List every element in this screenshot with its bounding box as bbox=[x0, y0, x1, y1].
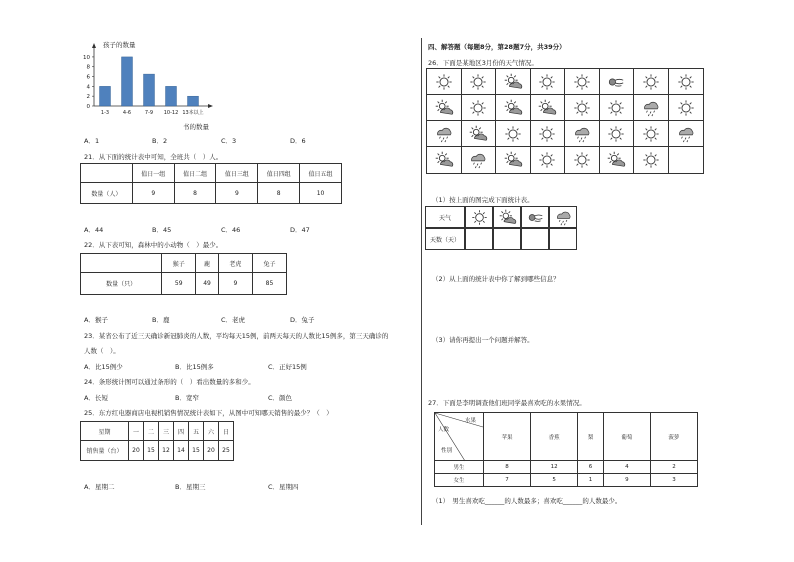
q27-cell: 5 bbox=[531, 474, 578, 487]
sunny-icon bbox=[469, 99, 487, 117]
rain-icon bbox=[435, 125, 453, 143]
weather-cell bbox=[634, 95, 669, 121]
q27-fruit-header: 梨 bbox=[578, 413, 604, 461]
q22-option-c[interactable]: C．老虎 bbox=[221, 316, 246, 324]
sunny-icon bbox=[538, 125, 556, 143]
q21-header: 值日五组 bbox=[300, 164, 342, 183]
cloudy-icon bbox=[607, 151, 625, 169]
q27-corner-top: 水果 bbox=[465, 418, 477, 424]
q27-cell: 8 bbox=[484, 461, 531, 474]
q21-header: 值日二组 bbox=[174, 164, 216, 183]
q22-cell: 9 bbox=[218, 273, 252, 295]
sunny-icon bbox=[677, 73, 695, 91]
q27-cell: 12 bbox=[531, 461, 578, 474]
q22-option-a[interactable]: A．猴子 bbox=[84, 316, 108, 324]
weather-table-cell bbox=[521, 206, 549, 228]
weather-cell bbox=[634, 121, 669, 147]
cloudy-icon bbox=[499, 209, 516, 226]
q23-option-c[interactable]: C．正好15例 bbox=[268, 363, 307, 371]
weather-cell bbox=[496, 95, 531, 121]
x-axis-arrow bbox=[208, 104, 213, 108]
sunny-icon bbox=[677, 99, 695, 117]
q25-cell: 15 bbox=[144, 441, 159, 461]
sunny-icon bbox=[538, 151, 556, 169]
q25-cell: 20 bbox=[204, 441, 219, 461]
chart-svg bbox=[80, 48, 220, 128]
rain-icon bbox=[555, 209, 572, 226]
q22-header bbox=[81, 254, 162, 273]
q25-header: 二 bbox=[144, 422, 159, 441]
q21-cell: 数量（人） bbox=[81, 183, 133, 204]
sunny-icon bbox=[471, 209, 488, 226]
weather-cell bbox=[531, 95, 566, 121]
windy-icon bbox=[607, 73, 625, 91]
q27-corner-cell bbox=[435, 413, 484, 461]
q25-stem: 25．东方红电器商店电视机销售情况统计表如下，从图中可知哪天销售的最少？（ ） bbox=[84, 409, 333, 417]
weather-cell bbox=[565, 95, 600, 121]
q21-header: 值日一组 bbox=[132, 164, 174, 183]
weather-cell bbox=[427, 69, 462, 95]
sunny-icon bbox=[469, 73, 487, 91]
weather-cell bbox=[427, 147, 462, 173]
q21-option-d[interactable]: D．47 bbox=[290, 226, 310, 234]
weather-cell bbox=[669, 147, 704, 173]
cloudy-icon bbox=[435, 99, 453, 117]
cloudy-icon bbox=[435, 151, 453, 169]
weather-cell bbox=[531, 147, 566, 173]
q20-option-d[interactable]: D．6 bbox=[290, 137, 306, 145]
q27-corner-mid: 人数 bbox=[438, 427, 450, 433]
y-tick-label: 8 bbox=[86, 64, 90, 71]
weather-table-cell[interactable] bbox=[549, 228, 577, 250]
q21-stem: 21．从下面的统计表中可知，全班共（ ）人。 bbox=[84, 153, 223, 161]
q27-fruit-header: 葡萄 bbox=[603, 413, 650, 461]
q23-stem-line1: 23．某省公布了近三天确诊新冠肺炎的人数，平均每天15例，前两天每天的人数比15例多，第三天确诊的 bbox=[84, 332, 389, 340]
q27-fruit-header: 苹果 bbox=[484, 413, 531, 461]
q27-corner-bottom: 性别 bbox=[441, 448, 453, 454]
chart-xlabel: 书的数量 bbox=[183, 123, 209, 131]
q25-option-b[interactable]: B．星期三 bbox=[175, 483, 206, 491]
q25-option-a[interactable]: A．星期二 bbox=[84, 483, 115, 491]
rain-icon bbox=[677, 125, 695, 143]
q21-option-b[interactable]: B．45 bbox=[152, 226, 172, 234]
sunny-icon bbox=[573, 99, 591, 117]
y-tick-label: 2 bbox=[86, 94, 90, 101]
q25-header: 一 bbox=[129, 422, 144, 441]
q27-stem: 27．下面是李明调查他们班同学最喜欢吃的水果情况。 bbox=[428, 399, 586, 407]
weather-cell bbox=[462, 95, 497, 121]
q24-option-a[interactable]: A．长短 bbox=[84, 394, 108, 402]
sunny-icon bbox=[642, 151, 660, 169]
x-tick-label: 1-3 bbox=[100, 110, 110, 116]
sunny-icon bbox=[642, 125, 660, 143]
weather-cell bbox=[669, 121, 704, 147]
y-tick-label: 0 bbox=[86, 104, 90, 110]
q27-cell: 6 bbox=[578, 461, 604, 474]
bar bbox=[122, 57, 133, 106]
q25-header: 四 bbox=[174, 422, 189, 441]
q26-sub1: （1）按上面的图完成下面统计表。 bbox=[432, 196, 534, 204]
q27-cell: 1 bbox=[578, 474, 604, 487]
q24-option-b[interactable]: B．宽窄 bbox=[175, 394, 199, 402]
q22-cell: 数量（只） bbox=[81, 273, 162, 295]
q21-table bbox=[80, 163, 342, 204]
weather-table-cell bbox=[465, 206, 493, 228]
weather-table-cell[interactable] bbox=[493, 228, 521, 250]
weather-table-cell[interactable] bbox=[521, 228, 549, 250]
weather-cell bbox=[669, 69, 704, 95]
q21-cell: 9 bbox=[132, 183, 174, 204]
q26-sub3: （3）请你再提出一个问题并解答。 bbox=[432, 336, 534, 344]
q22-header: 兔子 bbox=[252, 254, 286, 273]
weather-grid bbox=[426, 68, 704, 174]
q25-cell: 销售量（台） bbox=[81, 441, 129, 461]
weather-cell bbox=[634, 147, 669, 173]
q24-stem: 24．条形统计图可以通过条形的（ ）看出数量的多和少。 bbox=[84, 378, 255, 386]
weather-cell bbox=[634, 69, 669, 95]
q25-header: 日 bbox=[219, 422, 234, 441]
y-tick-label: 6 bbox=[86, 74, 90, 81]
q21-cell: 9 bbox=[216, 183, 258, 204]
q27-cell: 3 bbox=[650, 474, 697, 487]
weather-cell bbox=[462, 147, 497, 173]
weather-cell bbox=[600, 69, 635, 95]
weather-cell bbox=[427, 121, 462, 147]
q25-cell: 14 bbox=[174, 441, 189, 461]
cloudy-icon bbox=[504, 99, 522, 117]
cloudy-icon bbox=[504, 73, 522, 91]
weather-cell bbox=[462, 121, 497, 147]
q25-header: 六 bbox=[204, 422, 219, 441]
q25-cell: 12 bbox=[159, 441, 174, 461]
rain-icon bbox=[573, 125, 591, 143]
q22-option-d[interactable]: D．兔子 bbox=[290, 316, 315, 324]
section4-title: 四、解答题（每题8分，第28题7分，共39分） bbox=[428, 43, 566, 51]
x-tick-label: 4-6 bbox=[122, 110, 132, 116]
q27-cell: 7 bbox=[484, 474, 531, 487]
q20-option-c[interactable]: C．3 bbox=[221, 137, 237, 145]
weather-cell bbox=[600, 121, 635, 147]
weather-cell bbox=[531, 121, 566, 147]
q27-fruit-header: 菠萝 bbox=[650, 413, 697, 461]
weather-cell bbox=[531, 69, 566, 95]
q23-option-a[interactable]: A．比15例少 bbox=[84, 363, 123, 371]
cloudy-icon bbox=[538, 99, 556, 117]
q27-table bbox=[434, 412, 698, 487]
q22-option-b[interactable]: B．鹿 bbox=[152, 316, 170, 324]
q25-option-c[interactable]: C．星期四 bbox=[268, 483, 299, 491]
rain-icon bbox=[642, 99, 660, 117]
q20-option-a[interactable]: A．1 bbox=[84, 137, 100, 145]
windy-icon bbox=[527, 209, 544, 226]
q25-cell: 20 bbox=[129, 441, 144, 461]
q21-cell: 8 bbox=[258, 183, 300, 204]
sunny-icon bbox=[538, 73, 556, 91]
weather-cell bbox=[565, 147, 600, 173]
q27-cell: 9 bbox=[603, 474, 650, 487]
q27-cell: 4 bbox=[603, 461, 650, 474]
x-tick-label: 10-12 bbox=[163, 110, 179, 116]
sunny-icon bbox=[435, 73, 453, 91]
sunny-icon bbox=[642, 73, 660, 91]
weather-count-table bbox=[426, 207, 578, 251]
q22-header: 鹿 bbox=[196, 254, 219, 273]
q26-sub2: （2）从上面的统计表中你了解到哪些信息？ bbox=[432, 275, 560, 283]
q25-header: 三 bbox=[159, 422, 174, 441]
weather-table-cell bbox=[493, 206, 521, 228]
q22-cell: 49 bbox=[196, 273, 219, 295]
q27-cell: 2 bbox=[650, 461, 697, 474]
weather-cell bbox=[496, 147, 531, 173]
weather-cell bbox=[600, 147, 635, 173]
q25-cell: 25 bbox=[219, 441, 234, 461]
weather-cell bbox=[669, 95, 704, 121]
q22-stem: 22．从下表可知，森林中的小动物（ ）最少。 bbox=[84, 241, 223, 249]
weather-table-cell: 天数（天） bbox=[425, 228, 465, 250]
q22-cell: 59 bbox=[162, 273, 196, 295]
q21-cell: 8 bbox=[174, 183, 216, 204]
weather-cell bbox=[462, 69, 497, 95]
weather-cell bbox=[427, 95, 462, 121]
weather-table-cell bbox=[549, 206, 577, 228]
weather-cell bbox=[565, 121, 600, 147]
q27-row-label: 男生 bbox=[435, 461, 484, 474]
y-tick-label: 10 bbox=[83, 54, 90, 61]
weather-cell bbox=[496, 121, 531, 147]
q25-header: 五 bbox=[189, 422, 204, 441]
sunny-icon bbox=[607, 125, 625, 143]
y-tick-label: 4 bbox=[86, 84, 90, 91]
q23-stem-line2: 人数（ ）。 bbox=[84, 347, 120, 355]
q21-header: 值日四组 bbox=[258, 164, 300, 183]
q24-option-c[interactable]: C．颜色 bbox=[268, 394, 293, 402]
cloudy-icon bbox=[469, 125, 487, 143]
q21-cell: 10 bbox=[300, 183, 342, 204]
weather-table-cell[interactable] bbox=[465, 228, 493, 250]
q22-cell: 85 bbox=[252, 273, 286, 295]
q21-header: 值日三组 bbox=[216, 164, 258, 183]
q22-header: 老虎 bbox=[218, 254, 252, 273]
q25-header: 星期 bbox=[81, 422, 129, 441]
sunny-icon bbox=[573, 151, 591, 169]
q21-option-c[interactable]: C．46 bbox=[221, 226, 241, 234]
q22-header: 猴子 bbox=[162, 254, 196, 273]
weather-table-cell: 天气 bbox=[425, 206, 465, 228]
q26-stem: 26．下面是某地区3月份的天气情况。 bbox=[428, 59, 538, 67]
rain-icon bbox=[469, 151, 487, 169]
q23-option-b[interactable]: B．比15例多 bbox=[175, 363, 214, 371]
sunny-icon bbox=[573, 73, 591, 91]
q25-table bbox=[80, 421, 234, 461]
q21-option-a[interactable]: A．44 bbox=[84, 226, 104, 234]
x-tick-label: 13本以上 bbox=[182, 110, 204, 116]
bar bbox=[144, 74, 155, 106]
bar bbox=[100, 86, 111, 106]
cloudy-icon bbox=[504, 151, 522, 169]
column-divider bbox=[421, 38, 422, 525]
sunny-icon bbox=[607, 99, 625, 117]
weather-cell bbox=[565, 69, 600, 95]
x-tick-label: 7-9 bbox=[144, 110, 154, 116]
q21-header bbox=[81, 164, 133, 183]
bar bbox=[188, 96, 199, 106]
q27-sub1: （1） 男生喜欢吃______的人数最多；喜欢吃______的人数最少。 bbox=[432, 497, 622, 505]
sunny-icon bbox=[504, 125, 522, 143]
q27-row-label: 女生 bbox=[435, 474, 484, 487]
y-axis-arrow bbox=[92, 43, 96, 48]
q22-table bbox=[80, 253, 287, 295]
q27-fruit-header: 香蕉 bbox=[531, 413, 578, 461]
bar bbox=[166, 86, 177, 106]
chart-ylabel: 孩子的数量 bbox=[103, 41, 136, 49]
weather-cell bbox=[600, 95, 635, 121]
q20-option-b[interactable]: B．2 bbox=[152, 137, 168, 145]
weather-cell bbox=[496, 69, 531, 95]
q25-cell: 15 bbox=[189, 441, 204, 461]
